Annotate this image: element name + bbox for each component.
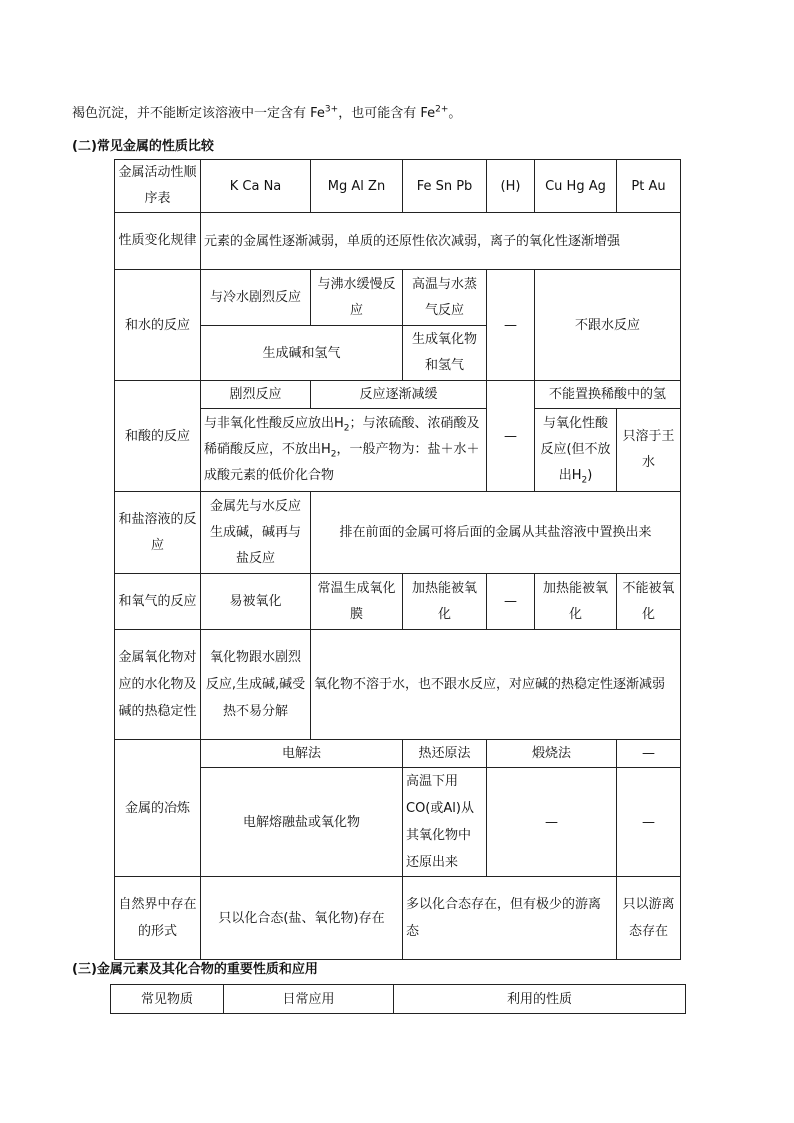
cell-oxygen-2: 常温生成氧化膜 [311,574,403,630]
intro-sup-1: 3+ [324,104,339,115]
cell-acid-4: — [487,381,535,492]
cell-rule-text: 元素的金属性逐渐减弱，单质的还原性依次减弱，离子的氧化性逐渐增强 [201,213,681,270]
cell-oxide-1: 氧化物跟水剧烈反应,生成碱,碱受热不易分解 [201,630,311,740]
intro-text-mid: ，也可能含有 Fe [338,106,436,121]
cell-water-header: 和水的反应 [115,270,201,381]
cell-order-header: 金属活动性顺序表 [115,160,201,213]
acid-detail-sub1: 2 [343,423,350,434]
cell-acid-1: 剧烈反应 [201,381,311,409]
cell-salt-1: 金属先与水反应生成碱，碱再与盐反应 [201,492,311,574]
app-header-property: 利用的性质 [394,985,686,1014]
cell-smelt-b45: — [487,768,617,877]
cell-water-3: 高温与水蒸气反应 [403,270,487,326]
cell-salt-header: 和盐溶液的反应 [115,492,201,574]
cell-water-2: 与沸水缓慢反应 [311,270,403,326]
acid-5-sub: 2 [581,475,588,486]
cell-oxygen-4: — [487,574,535,630]
acid-5-part2: ) [587,468,593,483]
cell-water-product-12: 生成碱和氢气 [201,326,403,381]
metal-applications-table [110,984,686,1014]
row-oxygen-reaction [115,574,681,630]
cell-smelt-b12: 电解熔融盐或氧化物 [201,768,403,877]
row-acid-reaction [115,381,681,409]
app-header-usage: 日常应用 [224,985,394,1014]
cell-smelt-12: 电解法 [201,740,403,768]
section2-title: (二)常见金属的性质比较 [72,139,214,154]
cell-oxide-header: 金属氧化物对应的水化物及碱的热稳定性 [115,630,201,740]
cell-water-4: — [487,270,535,381]
cell-order-5: Cu Hg Ag [535,160,617,213]
cell-acid-56: 不能置换稀酸中的氢 [535,381,681,409]
acid-detail-part1: 与非氧化性酸反应放出H [204,416,344,431]
row-natural-form [115,877,681,960]
cell-smelt-header: 金属的冶炼 [115,740,201,877]
cell-smelt-b3: 高温下用CO(或Al)从其氧化物中还原出来 [403,768,487,877]
cell-acid-6: 只溶于王水 [617,409,681,492]
acid-5-part1: 与氧化性酸反应(但不放出H [540,416,611,483]
cell-oxygen-1: 易被氧化 [201,574,311,630]
cell-smelt-45: 煅烧法 [487,740,617,768]
cell-oxide-26: 氧化物不溶于水，也不跟水反应，对应碱的热稳定性逐渐减弱 [311,630,681,740]
cell-oxygen-6: 不能被氧化 [617,574,681,630]
row-activity-order [115,160,681,213]
cell-acid-23: 反应逐渐减缓 [311,381,487,409]
cell-order-4: (H) [487,160,535,213]
acid-detail-part2: ；与浓硫酸、浓硝酸及稀硝酸反应，不放出H [204,416,480,457]
cell-order-3: Fe Sn Pb [403,160,487,213]
cell-order-1: K Ca Na [201,160,311,213]
cell-acid-header: 和酸的反应 [115,381,201,492]
acid-detail-part3: ，一般产物为：盐＋水＋成酸元素的低价化合物 [204,442,480,483]
cell-order-6: Pt Au [617,160,681,213]
cell-rule-header: 性质变化规律 [115,213,201,270]
acid-detail-sub2: 2 [330,449,337,460]
row-property-rule [115,213,681,270]
row-salt-reaction [115,492,681,574]
cell-water-1: 与冷水剧烈反应 [201,270,311,326]
cell-nature-6: 只以游离态存在 [617,877,681,960]
cell-smelt-b6: — [617,768,681,877]
app-header-substance: 常见物质 [111,985,224,1014]
cell-oxygen-3: 加热能被氧化 [403,574,487,630]
section3-title: (三)金属元素及其化合物的重要性质和应用 [72,962,318,977]
cell-water-56: 不跟水反应 [535,270,681,381]
row-smelting-method [115,740,681,768]
row-oxide-stability [115,630,681,740]
metal-properties-table [114,159,681,960]
intro-text-prefix: 褐色沉淀，并不能断定该溶液中一定含有 Fe [72,106,325,121]
applications-header-row [111,985,686,1014]
cell-smelt-3: 热还原法 [403,740,487,768]
intro-line [72,102,461,121]
cell-oxygen-5: 加热能被氧化 [535,574,617,630]
row-water-reaction [115,270,681,326]
cell-nature-12: 只以化合态(盐、氧化物)存在 [201,877,403,960]
cell-smelt-6: — [617,740,681,768]
cell-nature-35: 多以化合态存在，但有极少的游离态 [403,877,617,960]
cell-salt-26: 排在前面的金属可将后面的金属从其盐溶液中置换出来 [311,492,681,574]
cell-acid-5 [535,409,617,492]
cell-water-product-3: 生成氧化物和氢气 [403,326,487,381]
cell-oxygen-header: 和氧气的反应 [115,574,201,630]
intro-sup-2: 2+ [435,104,449,115]
cell-nature-header: 自然界中存在的形式 [115,877,201,960]
intro-text-end: 。 [448,106,462,121]
cell-order-2: Mg Al Zn [311,160,403,213]
cell-acid-detail [201,409,487,492]
